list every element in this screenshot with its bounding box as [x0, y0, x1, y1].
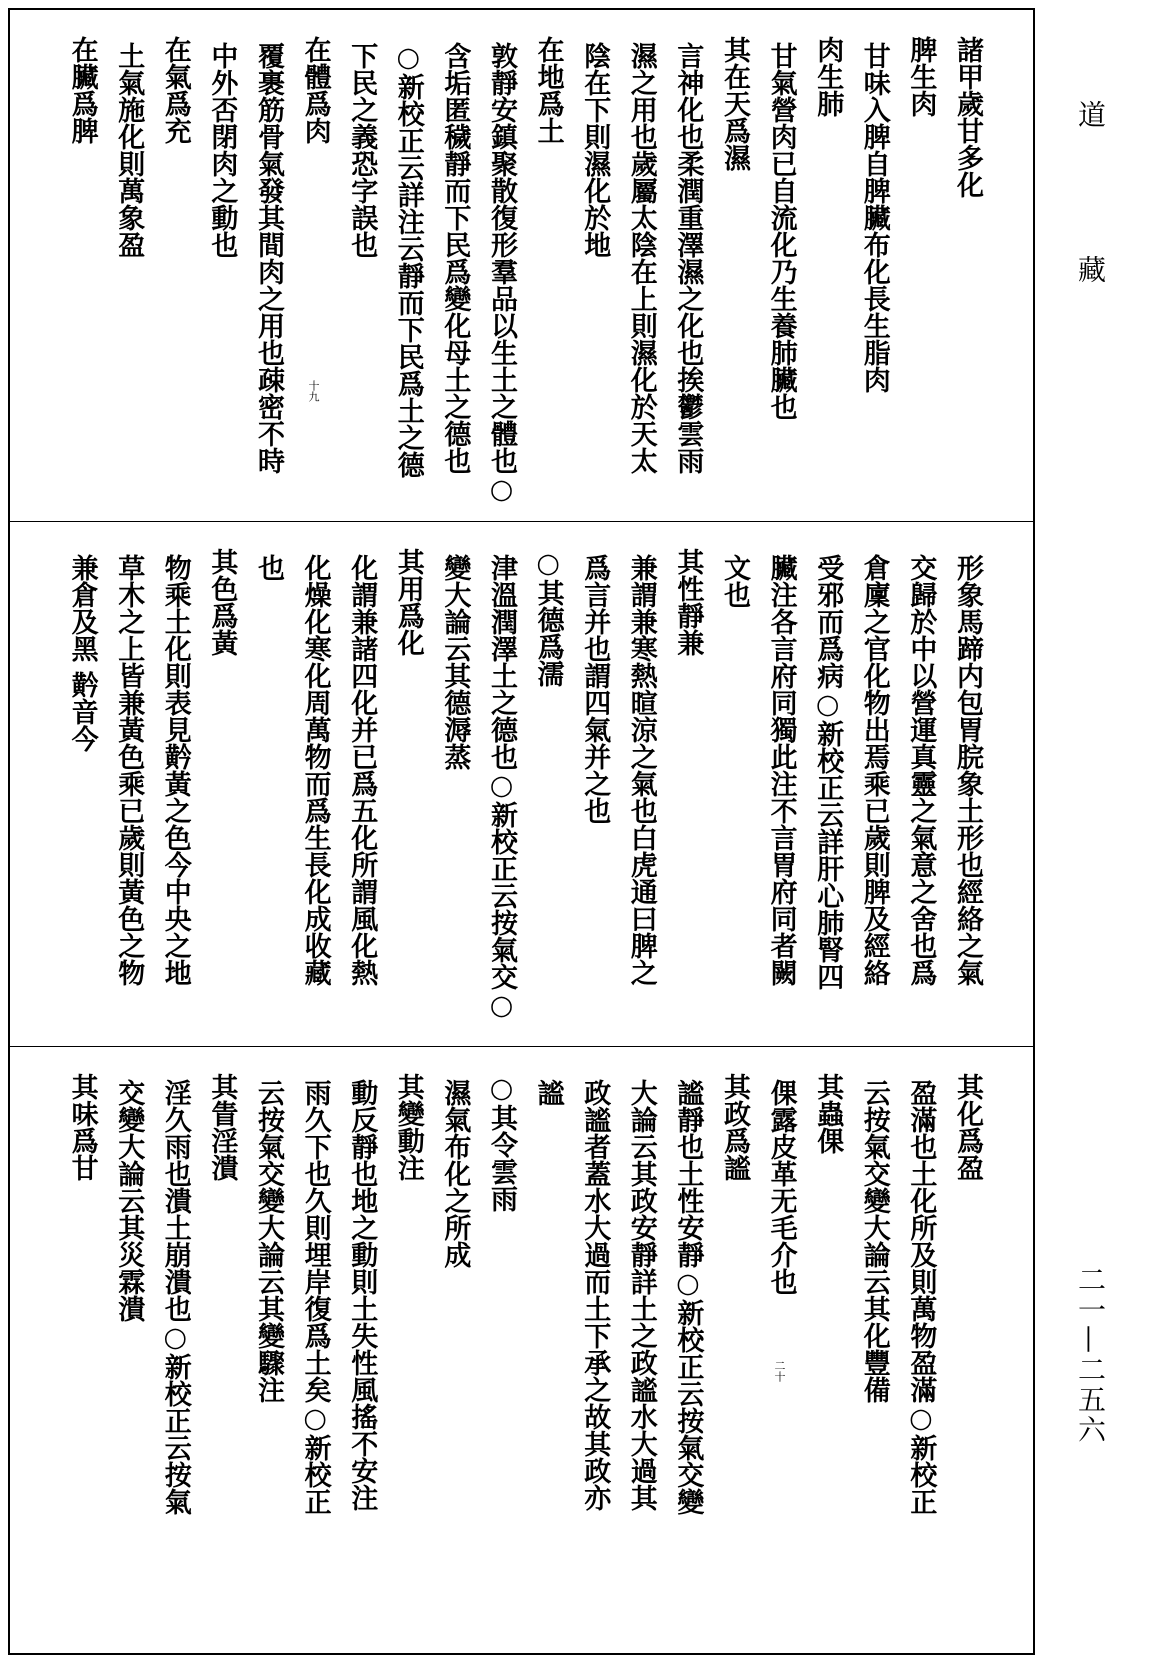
text-column-heading: 在臟爲脾: [66, 36, 98, 144]
text-column-commentary: 交歸於中以營運真靈之氣意之舍也爲: [905, 554, 937, 986]
text-column-heading: 其味爲甘: [66, 1073, 98, 1181]
text-band-middle: [10, 522, 1033, 1047]
margin-char-zang: 藏: [1074, 255, 1107, 283]
text-column-commentary: 濕之用也歲屬太陰在上則濕化於天太: [625, 42, 657, 474]
text-column-commentary: 大論云其政安靜詳土之政謐水大過其: [625, 1079, 657, 1511]
text-column-heading: 其政爲謐: [719, 1073, 750, 1181]
text-column-heading: 在氣爲充: [159, 36, 191, 144]
text-column-commentary: 爲言并也謂四氣并之也: [579, 554, 611, 824]
text-column-commentary: 土氣施化則萬象盈: [113, 42, 145, 258]
text-column-heading: 在體爲肉: [299, 36, 331, 144]
text-column-commentary: 兼倉及黑 黅音今: [66, 554, 98, 753]
text-column-commentary: 陰在下則濕化於地: [579, 42, 611, 258]
text-column-commentary: 濕氣布化之所成: [439, 1079, 471, 1268]
text-column-commentary: 化燥化寒化周萬物而爲生長化成收藏: [299, 554, 331, 986]
page-number: 二一—二五六: [1074, 1265, 1107, 1445]
text-column-commentary: 文也: [719, 554, 750, 608]
text-column-commentary: 云按氣交變大論云其變驟注: [253, 1079, 284, 1403]
text-column-commentary: 草木之上皆兼黃色乘已歲則黃色之物: [113, 554, 145, 986]
page-frame: [8, 8, 1035, 1655]
text-column-commentary: 雨久下也久則埋岸復爲土矣○新校正: [299, 1079, 331, 1515]
text-band-bottom: [10, 1047, 1033, 1653]
text-column-commentary: 受邪而爲病○新校正云詳肝心肺腎四: [812, 554, 844, 990]
text-column-commentary: 淫久雨也潰土崩潰也○新校正云按氣: [159, 1079, 191, 1515]
text-column-commentary: 謐靜也土性安靜○新校正云按氣交變: [672, 1079, 704, 1515]
text-column-commentary: 倉廩之官化物出焉乘已歲則脾及經絡: [858, 554, 890, 986]
text-column-commentary: 形象馬蹄内包胃脘象土形也經絡之氣: [952, 554, 983, 986]
text-column-commentary: 謐: [532, 1079, 564, 1106]
text-column-commentary: 下民之義恐字誤也: [346, 42, 378, 258]
margin-char-dao: 道: [1074, 100, 1107, 128]
text-column-commentary: 兼謂兼寒熱暄涼之氣也白虎通曰脾之: [625, 554, 657, 986]
text-column-commentary: ○新校正云詳注云靜而下民爲土之德: [392, 42, 424, 478]
text-column-commentary: 動反靜也地之動則土失性風搖不安注: [346, 1079, 378, 1511]
text-column-commentary: 中外否閉肉之動也: [206, 42, 238, 258]
text-column-heading: 其眚淫潰: [206, 1073, 238, 1181]
text-column-commentary: 變大論云其德溽蒸: [439, 554, 471, 770]
text-column-heading: 其變動注: [392, 1073, 424, 1181]
text-column-commentary: 盈滿也土化所及則萬物盈滿○新校正: [905, 1079, 937, 1515]
text-column-commentary: 敦靜安鎮聚散復形羣品以生土之體也○: [486, 42, 517, 505]
text-column-heading: 諸甲歲甘多化: [952, 36, 983, 198]
text-column-heading: ○其德爲濡: [532, 548, 564, 687]
text-column-commentary: 臟注各言府同獨此注不言胃府同者闕: [765, 554, 797, 986]
text-column-commentary: 物乘土化則表見黅黃之色今中央之地: [159, 554, 191, 986]
text-column-commentary: 覆裹筋骨氣發其間肉之用也疎密不時: [253, 42, 284, 474]
text-column-heading: 其用爲化: [392, 548, 424, 656]
text-column-commentary: 言神化也柔潤重澤濕之化也挨鬱雲雨: [672, 42, 704, 474]
text-column-heading: 其色爲黃: [206, 548, 238, 656]
text-band-top: [10, 10, 1033, 522]
text-column-commentary: 化謂兼諸四化并已爲五化所謂風化熱: [346, 554, 378, 986]
text-column-commentary: 津溫潤澤土之德也○新校正云按氣交○: [486, 554, 517, 1021]
text-column-heading: 其蟲倮: [812, 1073, 844, 1154]
text-column-heading: 其在天爲濕: [719, 36, 750, 171]
text-column-commentary: 交變大論云其災霖潰: [113, 1079, 145, 1322]
text-column-heading: 其化爲盈: [952, 1073, 983, 1181]
small-mark: 二十: [773, 1360, 786, 1382]
text-column-commentary: 甘味入脾自脾臟布化長生脂肉: [858, 42, 890, 393]
text-column-commentary: 甘氣營肉已自流化乃生養肺臟也: [765, 42, 797, 420]
text-column-heading: 肉生肺: [812, 36, 844, 117]
text-column-commentary: 倮露皮革无毛介也: [765, 1079, 797, 1295]
text-column-heading: 在地爲土: [532, 36, 564, 144]
text-column-commentary: 也: [253, 554, 284, 581]
text-column-heading: 其性靜兼: [672, 548, 704, 656]
small-mark: 十九: [307, 380, 320, 402]
text-column-commentary: 政謐者蓋水大過而土下承之故其政亦: [579, 1079, 611, 1511]
text-column-commentary: 云按氣交變大論云其化豐備: [858, 1079, 890, 1403]
text-column-heading: 脾生肉: [905, 36, 937, 117]
text-column-commentary: 含垢匿穢靜而下民爲變化母土之德也: [439, 42, 471, 474]
text-column-heading: ○其令雲雨: [486, 1073, 517, 1212]
